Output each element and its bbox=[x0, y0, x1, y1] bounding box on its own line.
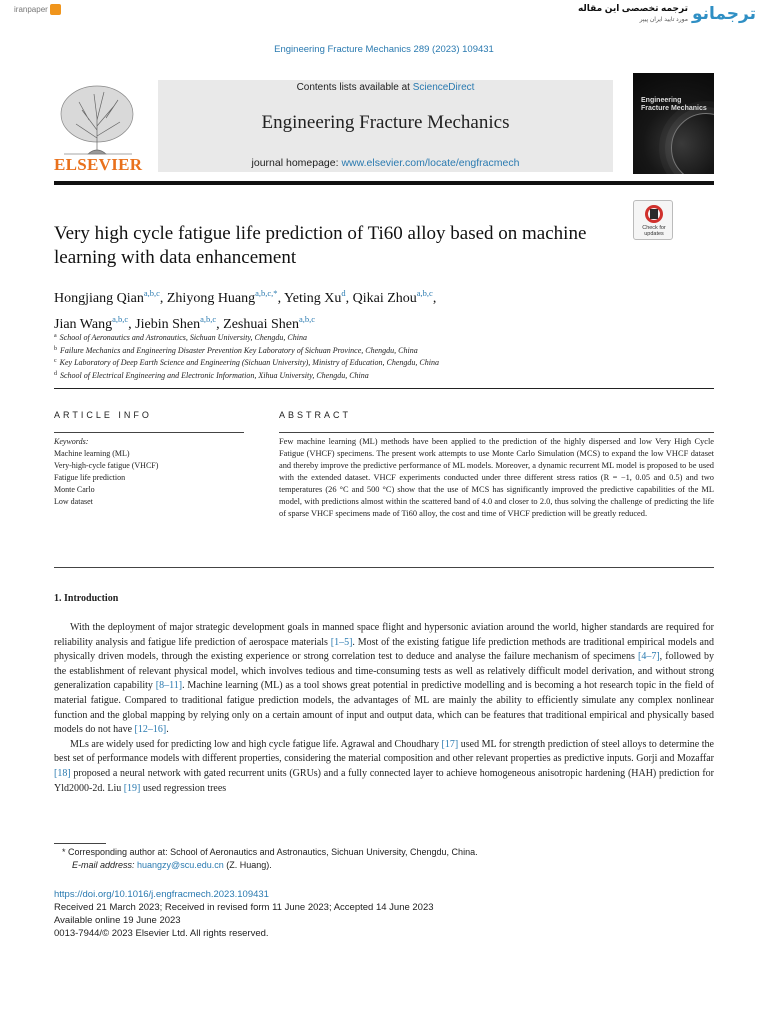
introduction-body bbox=[54, 621, 714, 796]
contents-line bbox=[158, 82, 613, 93]
citation-link[interactable]: [12–16] bbox=[134, 724, 167, 736]
body-text: . Most of the existing fatigue life prediction methods are traditional empirical models and physically driven models, through the existing experience or strong correlation test to deduce and analyse the failure mechanism of specimens bbox=[54, 636, 714, 663]
article-meta bbox=[54, 888, 434, 940]
author-affiliation-marks[interactable]: a,b,c bbox=[200, 314, 217, 324]
sciencedirect-link[interactable]: ScienceDirect bbox=[412, 82, 475, 93]
author[interactable] bbox=[54, 314, 136, 332]
citation-link[interactable]: [1–5] bbox=[330, 636, 353, 648]
keywords-list bbox=[54, 448, 254, 508]
author[interactable] bbox=[54, 288, 167, 306]
bookmark-icon bbox=[650, 209, 658, 219]
available-online: Available online 19 June 2023 bbox=[54, 915, 181, 926]
tarjomano-line1: ترجمه تخصصی این مقاله bbox=[577, 3, 688, 13]
author-name: Zeshuai Shen bbox=[223, 317, 299, 332]
cover-title: Engineering Fracture Mechanics bbox=[641, 97, 707, 112]
section-heading-introduction: 1. Introduction bbox=[54, 593, 119, 604]
body-text: used regression trees bbox=[140, 782, 227, 794]
affiliation-item bbox=[54, 344, 694, 357]
body-text: . bbox=[166, 724, 169, 736]
author-separator: , bbox=[345, 291, 353, 306]
abstract-heading: ABSTRACT bbox=[279, 410, 352, 420]
author-separator: , bbox=[277, 291, 285, 306]
body-text: . Machine learning (ML) as a tool shows great potential in predictive modelling and is becoming a hot research topic in the field of material fatigue. Compared to traditional fatigue prediction models, the advantages of ML are mainly the ability to efficiently simulate any complex nonlinear function and the global mapping by relying only on a certain amount of input and output data, which can be features that traditional empirical and physically based models do not have bbox=[54, 680, 714, 736]
author-affiliation-marks[interactable]: a,b,c bbox=[112, 314, 129, 324]
affiliation-key: b bbox=[54, 345, 57, 352]
keyword-item: Machine learning (ML) bbox=[54, 449, 130, 458]
keywords-block bbox=[54, 436, 254, 508]
body-text: With the deployment of major strategic development goals in manned space flight and hypersonic aviation around the world, higher standards are required for reliability analysis and fatigue life prediction of aerospace materials bbox=[54, 622, 714, 648]
affiliation-text: Key Laboratory of Deep Earth Science and Engineering (Sichuan University), Ministry of Education, Chengdu, China bbox=[59, 358, 439, 367]
keyword-item: Monte Carlo bbox=[54, 485, 95, 494]
corresponding-author-note: * Corresponding author at: School of Aeronautics and Astronautics, Sichuan University, Chengdu, China. bbox=[62, 847, 478, 857]
received-dates: Received 21 March 2023; Received in revised form 11 June 2023; Accepted 14 June 2023 bbox=[54, 902, 434, 913]
journal-citation-link[interactable]: Engineering Fracture Mechanics 289 (2023) 109431 bbox=[274, 44, 494, 55]
affiliation-item bbox=[54, 331, 694, 344]
divider bbox=[54, 388, 714, 389]
author-name: Qikai Zhou bbox=[352, 291, 417, 306]
header-rule bbox=[54, 181, 714, 185]
affiliation-item bbox=[54, 356, 694, 369]
check-updates-label: Check for updates bbox=[642, 225, 666, 237]
author-list bbox=[54, 283, 654, 335]
tarjomano-line2: مورد تایید ایران پیپر bbox=[639, 17, 688, 23]
divider bbox=[54, 432, 244, 433]
author[interactable] bbox=[135, 314, 224, 332]
author-name: Jiebin Shen bbox=[135, 317, 201, 332]
author[interactable] bbox=[284, 288, 353, 306]
author-separator: , bbox=[159, 291, 167, 306]
doi-link[interactable]: https://doi.org/10.1016/j.engfracmech.2023.109431 bbox=[54, 889, 269, 900]
affiliation-item bbox=[54, 369, 694, 382]
citation-link[interactable]: [8–11] bbox=[155, 680, 183, 692]
citation-link[interactable]: [18] bbox=[54, 767, 71, 779]
contents-prefix: Contents lists available at bbox=[296, 82, 413, 93]
article-info-heading: ARTICLE INFO bbox=[54, 410, 152, 420]
author[interactable] bbox=[223, 314, 316, 332]
tarjomano-logo[interactable] bbox=[578, 2, 756, 26]
divider bbox=[54, 567, 714, 568]
journal-homepage-link[interactable]: www.elsevier.com/locate/engfracmech bbox=[341, 157, 520, 169]
body-text: , followed by the establishment of relevant physical model, which involves tedious and time-consuming tests as well as relatively difficult model derivation, and without strong generalization capability bbox=[54, 651, 714, 692]
body-text: MLs are widely used for predicting low and high cycle fatigue life. Agrawal and Choudhary bbox=[70, 738, 442, 750]
paragraph bbox=[54, 738, 714, 796]
author-affiliation-marks[interactable]: d bbox=[341, 288, 346, 298]
author-name: Zhiyong Huang bbox=[166, 291, 256, 306]
keyword-item: Fatigue life prediction bbox=[54, 473, 126, 482]
body-text: used ML for strength prediction of steel alloys to determine the best set of performance models with different properties, considering the material composition and other relevant properties as predictive inputs. Gorji and Mozaffar bbox=[54, 738, 714, 765]
author-separator: , bbox=[432, 291, 437, 306]
keyword-item: Low dataset bbox=[54, 497, 93, 506]
author-affiliation-marks[interactable]: a,b,c,* bbox=[255, 288, 278, 298]
abstract-text: Few machine learning (ML) methods have been applied to the prediction of the highly dispersed and low Very High Cycle Fatigue (VHCF) specimens. The present work attempts to use Monte Carlo Simulation (MCS) to expand the low VHCF dataset and thereby improve the predictive performance of ML models. Moreover, a dynamic recurrent ML model is proposed to be used with the extended dataset. VHCF experiments conducted under three different stress ratios (R = −1, 0.05 and 0.5) and two temperatures (26 °C and 500 °C) show that the use of MCS has significantly improved the predictive capabilities of the ML model, with predictions almost within the scattered band of 4.0 and closer to 2.0, thus solving the challenge of predicting the life of sparse VHCF specimens made of Ti60 alloy, the cost and time of VHCF prediction will be greatly reduced. bbox=[279, 437, 714, 518]
author-separator: , bbox=[216, 317, 224, 332]
email-label: E-mail address: bbox=[72, 860, 138, 870]
copyright: 0013-7944/© 2023 Elsevier Ltd. All rights reserved. bbox=[54, 928, 269, 939]
author-name: Yeting Xu bbox=[284, 291, 342, 306]
footnote-divider bbox=[54, 843, 106, 844]
journal-homepage-line bbox=[158, 157, 613, 169]
citation-link[interactable]: [19] bbox=[123, 782, 141, 794]
homepage-prefix: journal homepage: bbox=[251, 157, 342, 169]
author-separator: , bbox=[128, 317, 136, 332]
affiliation-list bbox=[54, 331, 694, 381]
elsevier-wordmark: ELSEVIER bbox=[54, 155, 143, 174]
author-name: Jian Wang bbox=[54, 317, 113, 332]
citation-link[interactable]: [17] bbox=[441, 738, 459, 750]
email-link[interactable]: huangzy@scu.edu.cn bbox=[137, 860, 224, 870]
affiliation-key: d bbox=[54, 370, 57, 377]
tarjomano-caption bbox=[578, 2, 688, 26]
author-name: Hongjiang Qian bbox=[54, 291, 144, 306]
tarjomano-logo-mark: ترجمانو bbox=[691, 4, 756, 23]
affiliation-key: c bbox=[54, 358, 57, 364]
author-affiliation-marks[interactable]: a,b,c bbox=[416, 288, 433, 298]
journal-cover-image[interactable] bbox=[633, 73, 714, 174]
author[interactable] bbox=[166, 288, 285, 306]
iranpaper-logo-icon bbox=[50, 4, 61, 15]
journal-title: Engineering Fracture Mechanics bbox=[261, 112, 510, 133]
author-affiliation-marks[interactable]: a,b,c bbox=[298, 314, 316, 324]
affiliation-key: a bbox=[54, 333, 57, 339]
check-for-updates-button[interactable] bbox=[633, 200, 673, 240]
iranpaper-logo-text: iranpaper bbox=[14, 5, 48, 14]
email-suffix: (Z. Huang). bbox=[223, 860, 272, 870]
iranpaper-logo[interactable] bbox=[14, 4, 61, 15]
affiliation-text: School of Electrical Engineering and Electronic Information, Xihua University, Chengdu, China bbox=[60, 370, 369, 380]
body-text: proposed a neural network with gated recurrent units (GRUs) and a fully connected layer to achieve homogeneous anisotropic hardening (HAH) prediction for Yld2000-2d. Liu bbox=[54, 767, 714, 794]
keywords-label: Keywords: bbox=[54, 437, 89, 446]
affiliation-text: School of Aeronautics and Astronautics, Sichuan University, Chengdu, China bbox=[59, 333, 307, 342]
email-note bbox=[72, 860, 272, 870]
paragraph bbox=[54, 621, 714, 738]
paper-title: Very high cycle fatigue life prediction of Ti60 alloy based on machine learning with data enhancement bbox=[54, 223, 587, 268]
affiliation-text: Failure Mechanics and Engineering Disaster Prevention Key Laboratory of Sichuan Province, Chengdu, China bbox=[60, 345, 418, 355]
cover-graphic bbox=[671, 113, 714, 174]
citation-link[interactable]: [4–7] bbox=[638, 651, 660, 663]
divider bbox=[279, 432, 714, 433]
keyword-item: Very-high-cycle fatigue (VHCF) bbox=[54, 461, 159, 470]
author[interactable] bbox=[352, 288, 437, 306]
author-affiliation-marks[interactable]: a,b,c bbox=[143, 288, 160, 298]
